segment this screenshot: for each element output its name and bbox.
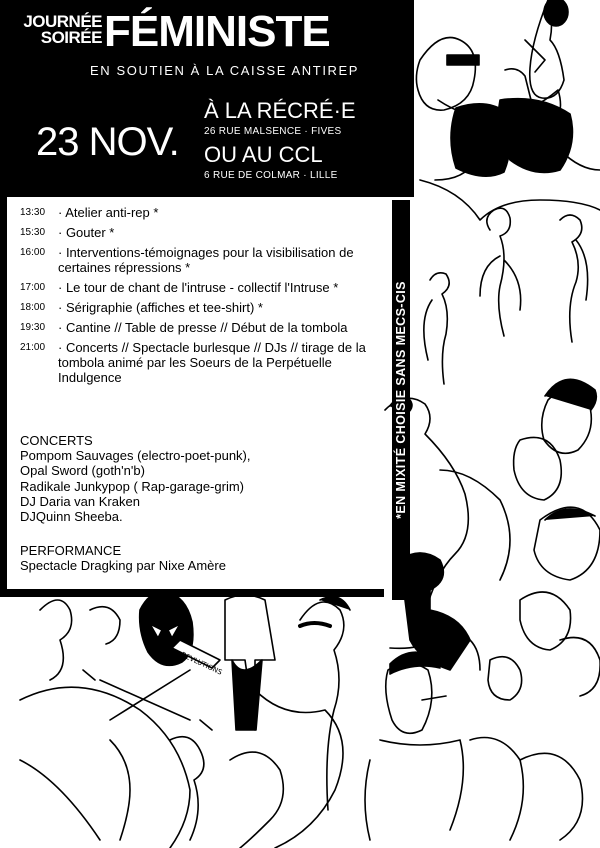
schedule-text: · Gouter * xyxy=(58,225,115,240)
concert-line: DJ Daria van Kraken xyxy=(20,493,140,509)
concert-line: DJQuinn Sheeba. xyxy=(20,509,123,525)
venue2-address: 6 RUE DE COLMAR · LILLE xyxy=(204,170,338,181)
performance-heading: PERFORMANCE xyxy=(20,543,122,558)
soiree-text: SOIRÉE xyxy=(40,28,102,47)
header-panel xyxy=(0,0,414,197)
schedule-row xyxy=(20,225,380,240)
schedule-text: · Sérigraphie (affiches et tee-shirt) * xyxy=(58,300,263,315)
schedule-time: 18:00 xyxy=(20,302,46,313)
schedule-row xyxy=(20,245,380,275)
concert-line: Pompom Sauvages (electro-poet-punk), xyxy=(20,448,251,464)
event-date: 23 NOV. xyxy=(36,120,179,164)
day-evening-label xyxy=(12,14,112,46)
schedule-text: · Atelier anti-rep * xyxy=(58,205,159,220)
event-title: FÉMINISTE xyxy=(104,7,330,56)
program-box xyxy=(7,197,384,589)
schedule-time: 16:00 xyxy=(20,247,46,258)
schedule-time: 19:30 xyxy=(20,322,46,333)
venue1-address: 26 RUE MALSENCE · FIVES xyxy=(204,126,342,137)
schedule-text: · Cantine // Table de presse // Début de la tombola xyxy=(58,320,348,335)
schedule-time: 13:30 xyxy=(20,207,46,218)
schedule-text: · Interventions-témoignages pour la visibilisation de certaines répressions * xyxy=(58,245,354,275)
schedule-text: · Concerts // Spectacle burlesque // DJs // tirage de la tombola animé par les Soeurs de la Perpétuelle Indulgence xyxy=(58,340,366,385)
schedule-row xyxy=(20,320,380,335)
schedule-time: 17:00 xyxy=(20,282,46,293)
venue1-name: À LA RÉCRÉ·E xyxy=(204,98,356,123)
side-note-bar xyxy=(392,200,410,600)
concert-line: Radikale Junkypop ( Rap-garage-grim) xyxy=(20,478,244,494)
side-note-text: *EN MIXITÉ CHOISIE SANS MECS-CIS xyxy=(394,281,408,519)
svg-text:REVLUTIONS: REVLUTIONS xyxy=(179,650,224,677)
schedule-row xyxy=(20,300,380,315)
schedule-time: 15:30 xyxy=(20,227,46,238)
concerts-section xyxy=(20,433,380,524)
schedule-row xyxy=(20,280,380,295)
schedule-row xyxy=(20,205,380,220)
performance-section xyxy=(20,543,380,573)
schedule-row xyxy=(20,340,380,385)
schedule-list xyxy=(20,205,380,390)
event-subtitle: EN SOUTIEN À LA CAISSE ANTIREP xyxy=(90,63,360,78)
journee-text: JOURNÉE xyxy=(23,12,102,31)
performance-line: Spectacle Dragking par Nixe Amère xyxy=(20,558,226,574)
venue2-name: OU AU CCL xyxy=(204,142,323,167)
concerts-heading: CONCERTS xyxy=(20,433,93,448)
schedule-text: · Le tour de chant de l'intruse - collectif l'Intruse * xyxy=(58,280,339,295)
concert-line: Opal Sword (goth'n'b) xyxy=(20,463,145,479)
schedule-time: 21:00 xyxy=(20,342,46,353)
